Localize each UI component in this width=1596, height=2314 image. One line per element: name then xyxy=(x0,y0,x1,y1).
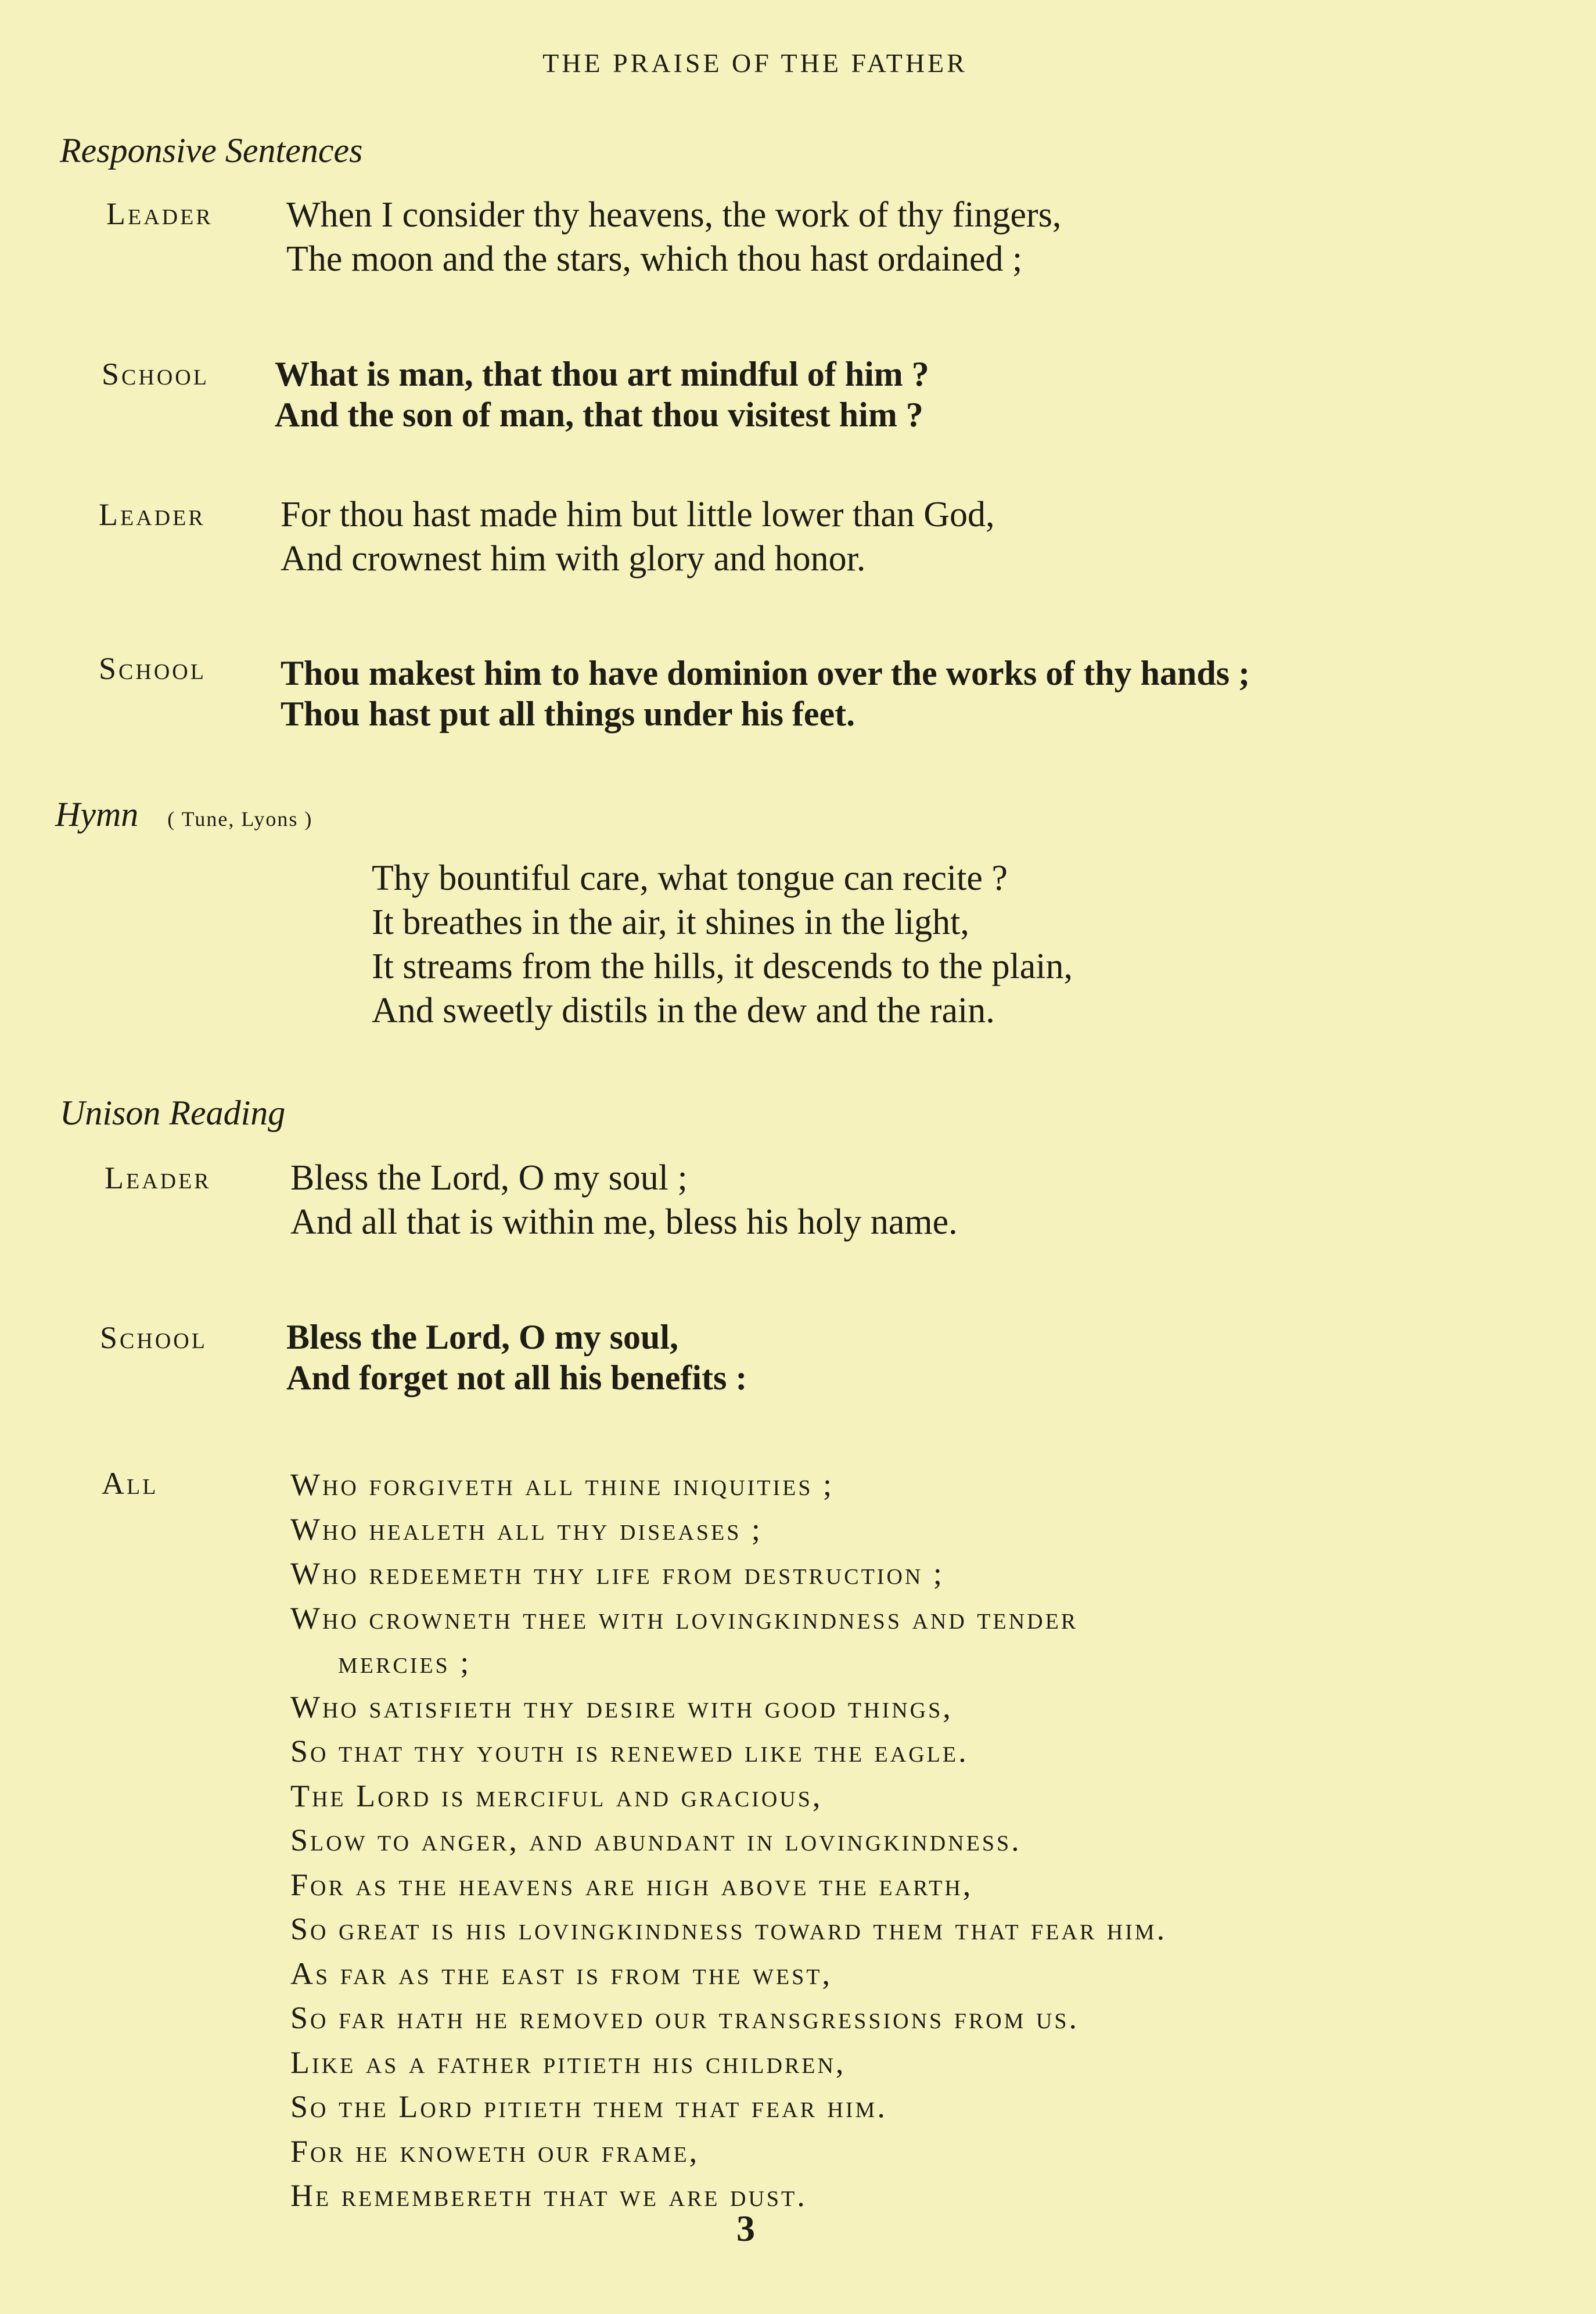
verse-line-continuation: mercies ; xyxy=(338,1645,472,1680)
verse-line: Thou hast put all things under his feet. xyxy=(281,695,855,733)
verse-line: So great is his lovingkindness toward them that fear him. xyxy=(290,1911,1167,1946)
verse-line: Bless the Lord, O my soul ; xyxy=(290,1158,688,1198)
speaker-leader-3: Leader xyxy=(105,1160,211,1195)
unison-all-lines xyxy=(290,1463,1167,2218)
verse-line: For he knoweth our frame, xyxy=(290,2133,700,2169)
hymn-lines xyxy=(372,856,1073,1033)
speaker-school-3: School xyxy=(100,1320,207,1355)
speaker-all: All xyxy=(102,1466,159,1501)
responsive-leader-2-lines xyxy=(281,493,995,581)
verse-line: For thou hast made him but little lower than God, xyxy=(281,495,995,534)
verse-line: Who healeth all thy diseases ; xyxy=(290,1511,763,1547)
verse-line: And crownest him with glory and honor. xyxy=(281,539,866,578)
page-number: 3 xyxy=(736,2208,755,2249)
verse-line: And all that is within me, bless his holy name. xyxy=(290,1202,958,1242)
verse-line: Who satisfieth thy desire with good things, xyxy=(290,1689,953,1724)
verse-line: And forget not all his benefits : xyxy=(286,1359,747,1397)
speaker-school-2: School xyxy=(99,651,206,686)
verse-line: For as the heavens are high above the earth, xyxy=(290,1867,973,1902)
verse-line: So far hath he removed our transgressions from us. xyxy=(290,2000,1079,2035)
hymn-line: It breathes in the air, it shines in the light, xyxy=(372,903,969,942)
unison-leader-lines xyxy=(290,1156,958,1244)
hymn-line: It streams from the hills, it descends to the plain, xyxy=(372,947,1073,986)
responsive-school-1-lines xyxy=(275,354,929,435)
hymn-label: Hymn xyxy=(55,795,139,833)
verse-line: What is man, that thou art mindful of him ? xyxy=(275,355,929,393)
verse-line: Who crowneth thee with lovingkindness and tender xyxy=(290,1600,1079,1636)
hymn-line: And sweetly distils in the dew and the rain. xyxy=(372,991,995,1030)
running-head: THE PRAISE OF THE FATHER xyxy=(542,48,968,78)
unison-school-lines xyxy=(286,1317,747,1398)
verse-line: So that thy youth is renewed like the eagle. xyxy=(290,1734,969,1769)
verse-line: He remembereth that we are dust. xyxy=(290,2178,807,2213)
speaker-school-1: School xyxy=(102,357,209,391)
verse-line: So the Lord pitieth them that fear him. xyxy=(290,2089,887,2124)
verse-line: Who redeemeth thy life from destruction ; xyxy=(290,1556,944,1591)
speaker-leader-1: Leader xyxy=(106,196,213,231)
hymn-title xyxy=(55,795,312,835)
verse-line: Bless the Lord, O my soul, xyxy=(286,1318,679,1356)
responsive-sentences-title: Responsive Sentences xyxy=(60,131,363,170)
verse-line: Thou makest him to have dominion over the works of thy hands ; xyxy=(281,654,1250,692)
responsive-leader-1-lines xyxy=(286,193,1061,281)
verse-line: Like as a father pitieth his children, xyxy=(290,2044,846,2080)
verse-line: When I consider thy heavens, the work of thy fingers, xyxy=(286,195,1062,235)
verse-line: Slow to anger, and abundant in lovingkindness. xyxy=(290,1823,1022,1857)
hymn-line: Thy bountiful care, what tongue can recite ? xyxy=(372,858,1008,898)
verse-line: As far as the east is from the west, xyxy=(290,1956,832,1991)
verse-line: The Lord is merciful and gracious, xyxy=(290,1778,823,1813)
speaker-leader-2: Leader xyxy=(99,497,206,532)
responsive-school-2-lines xyxy=(281,653,1250,734)
unison-reading-title: Unison Reading xyxy=(60,1094,286,1132)
verse-line: And the son of man, that thou visitest him ? xyxy=(275,396,923,434)
hymn-tune: ( Tune, Lyons ) xyxy=(167,807,313,831)
verse-line: Who forgiveth all thine iniquities ; xyxy=(290,1467,835,1502)
verse-line: The moon and the stars, which thou hast ordained ; xyxy=(286,239,1023,279)
